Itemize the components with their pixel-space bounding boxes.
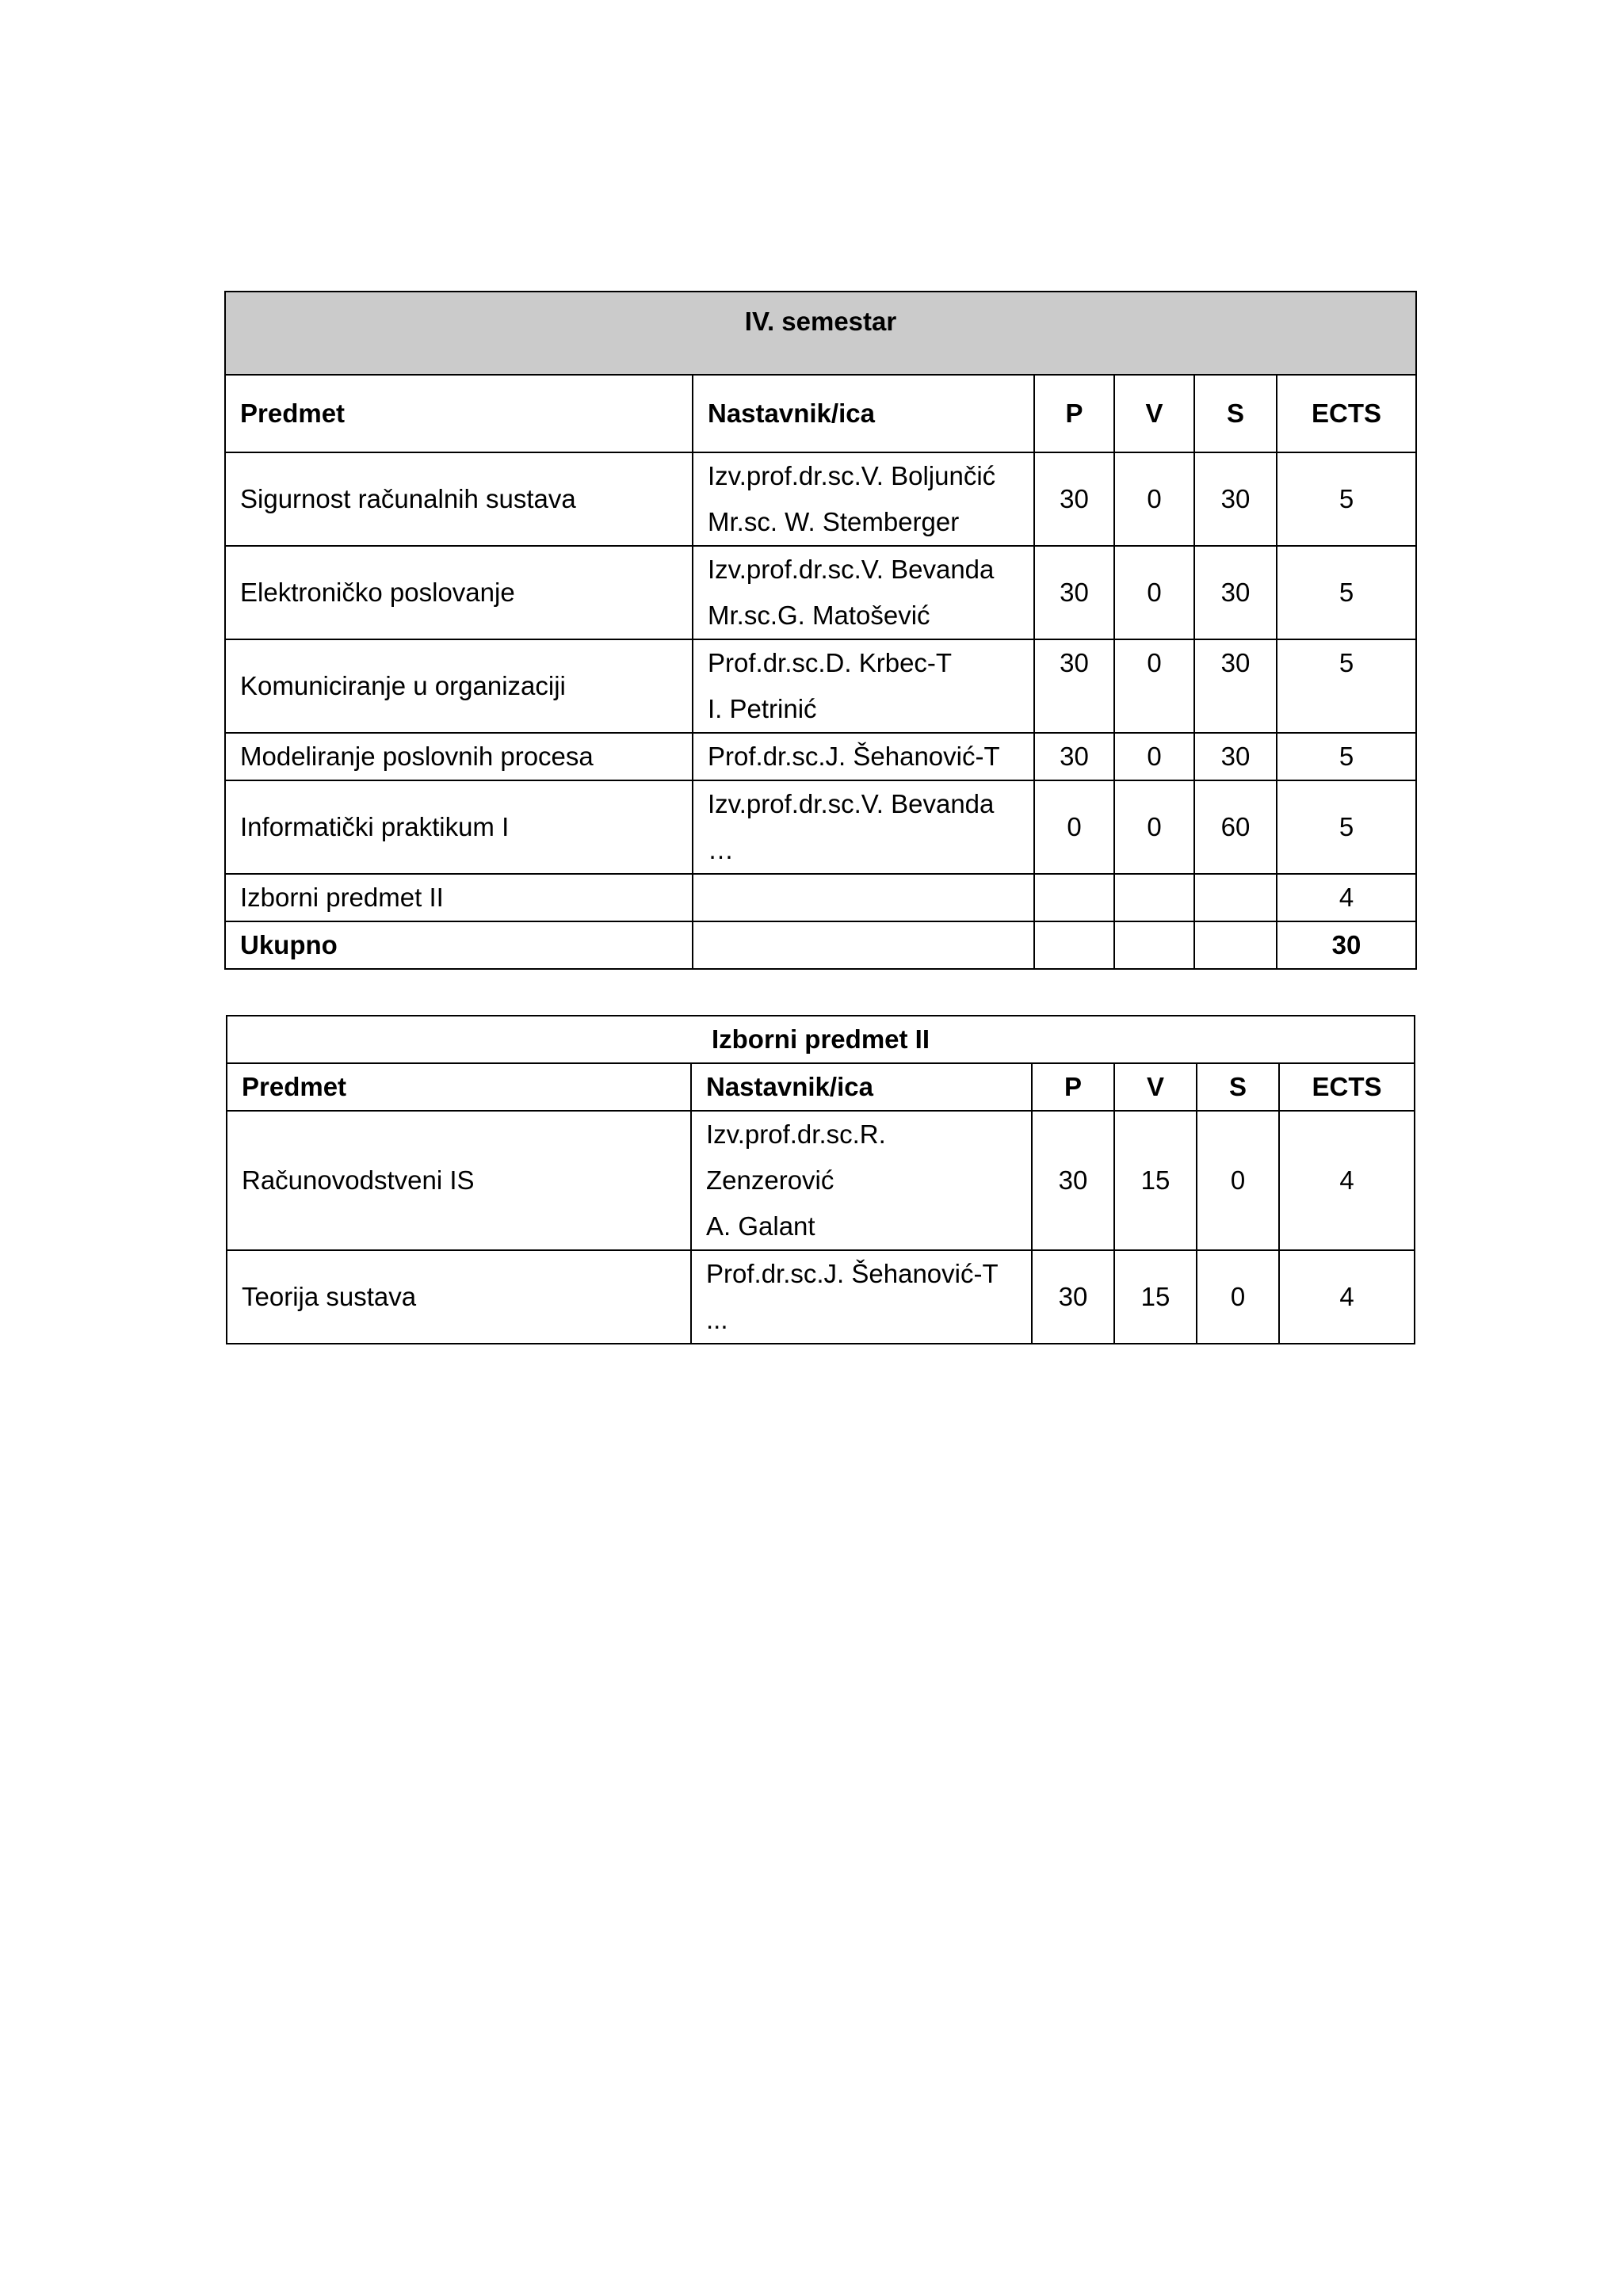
table-row xyxy=(225,639,1416,733)
total-ects: 30 xyxy=(1277,921,1416,969)
total-row xyxy=(225,921,1416,969)
v-cell: 15 xyxy=(1114,1250,1197,1344)
subject-cell: Komuniciranje u organizaciji xyxy=(225,639,693,733)
column-header-p: P xyxy=(1034,375,1114,452)
table-row xyxy=(225,874,1416,921)
column-header-s: S xyxy=(1197,1063,1279,1111)
v-cell: 0 xyxy=(1114,546,1194,639)
p-cell xyxy=(1034,874,1114,921)
elective-table xyxy=(226,1015,1415,1344)
p-cell: 30 xyxy=(1034,639,1114,733)
column-header-subject: Predmet xyxy=(227,1063,691,1111)
teacher-cell xyxy=(693,639,1034,733)
ects-cell: 4 xyxy=(1279,1250,1415,1344)
column-header-teacher: Nastavnik/ica xyxy=(691,1063,1032,1111)
teacher-cell xyxy=(693,874,1034,921)
teacher-line: Prof.dr.sc.J. Šehanović-T xyxy=(706,1259,999,1288)
teacher-line: A. Galant xyxy=(706,1211,815,1241)
subject-cell: Sigurnost računalnih sustava xyxy=(225,452,693,546)
s-cell: 60 xyxy=(1194,780,1277,874)
p-cell: 30 xyxy=(1034,733,1114,780)
table-row xyxy=(225,780,1416,874)
v-cell: 0 xyxy=(1114,780,1194,874)
table-header-row xyxy=(225,375,1416,452)
p-cell: 0 xyxy=(1034,780,1114,874)
column-header-v: V xyxy=(1114,1063,1197,1111)
s-cell: 30 xyxy=(1194,733,1277,780)
ects-cell: 5 xyxy=(1277,546,1416,639)
subject-cell: Računovodstveni IS xyxy=(227,1111,691,1250)
semester-table xyxy=(224,291,1417,970)
table-row xyxy=(227,1111,1415,1250)
teacher-line: Izv.prof.dr.sc.V. Bevanda xyxy=(708,555,995,584)
teacher-line: Izv.prof.dr.sc.V. Boljunčić xyxy=(708,461,996,490)
s-cell: 0 xyxy=(1197,1111,1279,1250)
v-cell: 0 xyxy=(1114,639,1194,733)
p-cell xyxy=(1034,921,1114,969)
p-cell: 30 xyxy=(1034,452,1114,546)
teacher-line: ... xyxy=(706,1305,728,1334)
ects-cell: 4 xyxy=(1279,1111,1415,1250)
ects-cell: 5 xyxy=(1277,733,1416,780)
p-cell: 30 xyxy=(1034,546,1114,639)
teacher-cell xyxy=(693,780,1034,874)
p-cell: 30 xyxy=(1032,1250,1114,1344)
table-title-row xyxy=(225,292,1416,375)
p-cell: 30 xyxy=(1032,1111,1114,1250)
ects-cell: 4 xyxy=(1277,874,1416,921)
subject-cell: Teorija sustava xyxy=(227,1250,691,1344)
column-header-ects: ECTS xyxy=(1277,375,1416,452)
column-header-p: P xyxy=(1032,1063,1114,1111)
table-row xyxy=(225,546,1416,639)
teacher-line: Mr.sc. W. Stemberger xyxy=(708,507,960,536)
table-title-row xyxy=(227,1016,1415,1063)
teacher-cell xyxy=(693,921,1034,969)
v-cell xyxy=(1114,921,1194,969)
v-cell: 0 xyxy=(1114,452,1194,546)
s-cell: 30 xyxy=(1194,546,1277,639)
column-header-v: V xyxy=(1114,375,1194,452)
total-label: Ukupno xyxy=(225,921,693,969)
column-header-teacher: Nastavnik/ica xyxy=(693,375,1034,452)
teacher-cell xyxy=(693,452,1034,546)
teacher-line: Mr.sc.G. Matošević xyxy=(708,601,930,630)
column-header-s: S xyxy=(1194,375,1277,452)
table-header-row xyxy=(227,1063,1415,1111)
teacher-cell xyxy=(693,546,1034,639)
teacher-cell: Prof.dr.sc.J. Šehanović-T xyxy=(693,733,1034,780)
column-header-ects: ECTS xyxy=(1279,1063,1415,1111)
teacher-line: … xyxy=(708,835,734,864)
v-cell: 0 xyxy=(1114,733,1194,780)
teacher-cell xyxy=(691,1111,1032,1250)
s-cell: 30 xyxy=(1194,639,1277,733)
subject-cell: Informatički praktikum I xyxy=(225,780,693,874)
table-row xyxy=(225,733,1416,780)
ects-cell: 5 xyxy=(1277,780,1416,874)
s-cell: 30 xyxy=(1194,452,1277,546)
s-cell: 0 xyxy=(1197,1250,1279,1344)
s-cell xyxy=(1194,921,1277,969)
table-row xyxy=(225,452,1416,546)
table-title: IV. semestar xyxy=(225,292,1416,375)
table-title: Izborni predmet II xyxy=(227,1016,1415,1063)
v-cell xyxy=(1114,874,1194,921)
table-row xyxy=(227,1250,1415,1344)
teacher-line: Izv.prof.dr.sc.R. xyxy=(706,1119,886,1149)
teacher-line: Prof.dr.sc.D. Krbec-T xyxy=(708,648,953,677)
ects-cell: 5 xyxy=(1277,452,1416,546)
subject-cell: Elektroničko poslovanje xyxy=(225,546,693,639)
teacher-cell xyxy=(691,1250,1032,1344)
subject-cell: Modeliranje poslovnih procesa xyxy=(225,733,693,780)
column-header-subject: Predmet xyxy=(225,375,693,452)
teacher-line: I. Petrinić xyxy=(708,694,817,723)
subject-cell: Izborni predmet II xyxy=(225,874,693,921)
v-cell: 15 xyxy=(1114,1111,1197,1250)
teacher-line: Izv.prof.dr.sc.V. Bevanda xyxy=(708,789,995,818)
ects-cell: 5 xyxy=(1277,639,1416,733)
teacher-line: Zenzerović xyxy=(706,1165,834,1195)
s-cell xyxy=(1194,874,1277,921)
